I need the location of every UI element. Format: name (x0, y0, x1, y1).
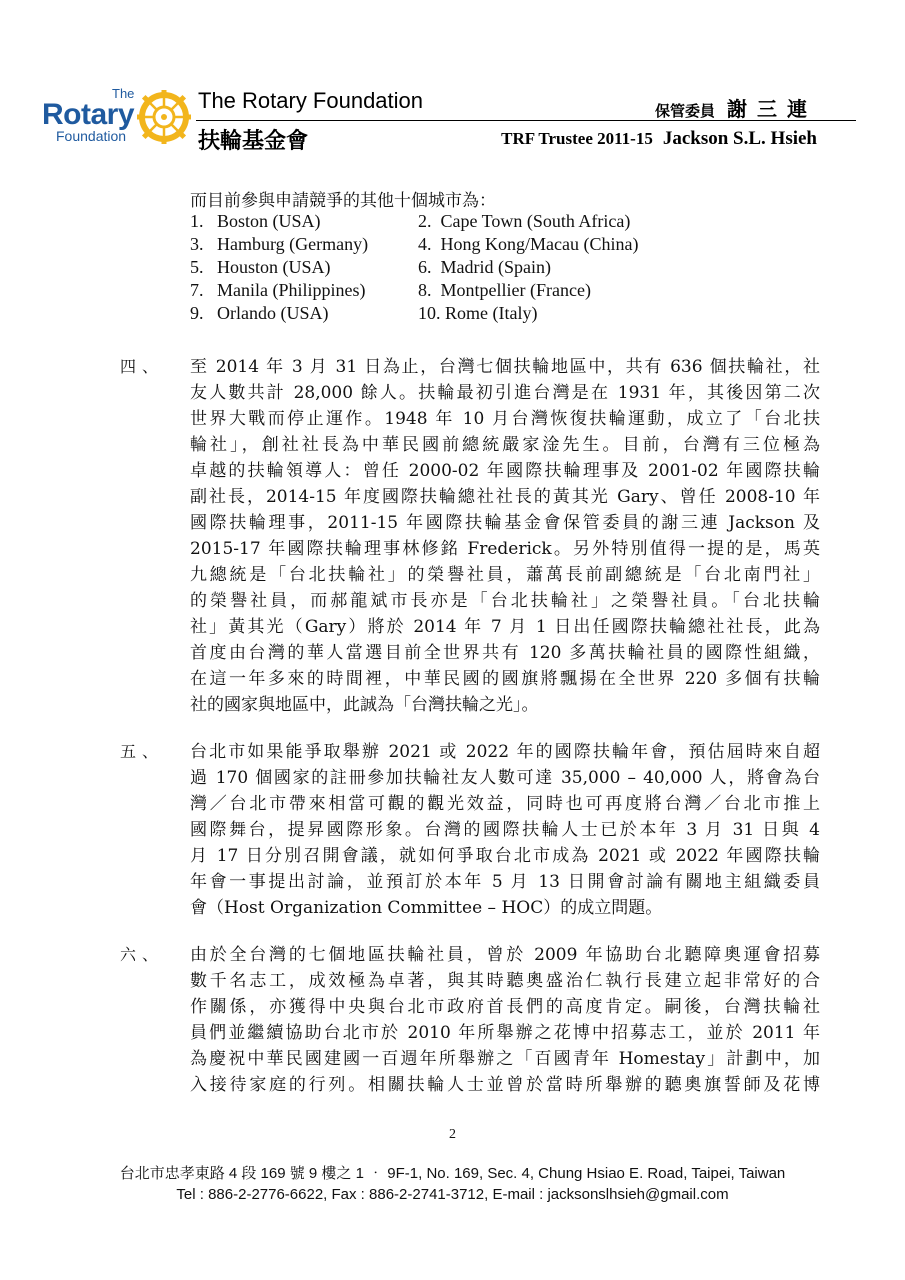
section-number: 五、 (120, 742, 165, 761)
cities-intro: 而目前參與申請競爭的其他十個城市為： (190, 191, 496, 211)
list-item: 2. Cape Town (South Africa) (418, 211, 631, 231)
letterhead (0, 0, 905, 160)
section-paragraph (190, 739, 820, 921)
trustee-name-zh: 謝三連 (727, 97, 817, 121)
paragraph-line: 社的國家與地區中，此誠為「台灣扶輪之光」。 (190, 695, 539, 715)
paragraph-line: 會（Host Organization Committee – HOC）的成立問題。 (190, 898, 663, 918)
logo-the-text: The (112, 86, 135, 101)
paragraph-line: 國際扶輪理事，2011-15 年國際扶輪基金會保管委員的謝三連 Jackson 及 (190, 513, 820, 533)
paragraph-line: 2015-17 年國際扶輪理事林修銘 Frederick。另外特別值得一提的是，馬英 (190, 539, 820, 559)
logo-rotary-text: Rotary (42, 98, 135, 131)
paragraph-line: 副社長，2014-15 年度國際扶輪總社社長的黃其光 Gary、曾任 2008-10 年 (190, 487, 820, 507)
org-name-zh: 扶輪基金會 (198, 128, 309, 154)
trustee-name-en: Jackson S.L. Hsieh (662, 128, 817, 149)
paragraph-line: 數千名志工，成效極為卓著，與其時聽奧盛治仁執行長建立起非常好的合 (190, 971, 820, 991)
list-item: 10. Rome (Italy) (418, 303, 538, 323)
paragraph-line: 友人數共計 28,000 餘人。扶輪最初引進台灣是在 1931 年，其後因第二次 (190, 383, 820, 403)
list-item: 6. Madrid (Spain) (418, 257, 551, 277)
paragraph-line: 的榮譽社員，而郝龍斌市長亦是「台北扶輪社」之榮譽社員。「台北扶輪 (190, 591, 820, 611)
paragraph-line: 灣／台北市帶來相當可觀的觀光效益，同時也可再度將台灣／台北市推上 (190, 794, 820, 814)
paragraph-line: 世界大戰而停止運作。1948 年 10 月台灣恢復扶輪運動，成立了「台北扶 (190, 409, 820, 429)
paragraph-line: 首度由台灣的華人當選目前全世界共有 120 多萬扶輪社員的國際性組織， (190, 643, 820, 663)
paragraph-line: 過 170 個國家的註冊參加扶輪社友人數可達 35,000 – 40,000 人，將會為台 (190, 768, 820, 788)
paragraph-line: 月 17 日分別召開會議，就如何爭取台北市成為 2021 或 2022 年國際扶輪 (190, 846, 820, 866)
list-item: 8. Montpellier (France) (418, 280, 591, 300)
org-name-en: The Rotary Foundation (198, 88, 424, 113)
trustee-title-en: TRF Trustee 2011-15 (501, 129, 653, 148)
logo-foundation-text: Foundation (56, 128, 127, 144)
page-number: 2 (449, 1127, 456, 1142)
paragraph-line: 輪社」，創社社長為中華民國前總統嚴家淦先生。目前，台灣有三位極為 (190, 435, 820, 455)
paragraph-line: 為慶祝中華民國建國一百週年所舉辦之「百國青年 Homestay」計劃中，加 (190, 1049, 820, 1069)
paragraph-line: 國際舞台，提昇國際形象。台灣的國際扶輪人士已於本年 3 月 31 日與 4 (190, 820, 820, 840)
list-item: 9. Orlando (USA) (190, 303, 329, 323)
footer-address: 台北市忠孝東路 4 段 169 號 9 樓之 1 ‧ 9F-1, No. 169, Sec. 4, Chung Hsiao E. Road, Taipei, Taiwan (119, 1165, 786, 1182)
section-number: 四、 (120, 357, 165, 376)
rotary-wheel-icon (137, 90, 191, 144)
section-number: 六、 (120, 945, 165, 964)
trustee-zh (655, 93, 817, 122)
trustee-en (501, 128, 817, 150)
trustee-role-zh: 保管委員 (654, 102, 715, 120)
list-item: 4. Hong Kong/Macau (China) (418, 234, 639, 254)
paragraph-line: 九總統是「台北扶輪社」的榮譽社員，蕭萬長前副總統是「台北南門社」 (190, 565, 820, 585)
paragraph-line: 卓越的扶輪領導人：曾任 2000-02 年國際扶輪理事及 2001-02 年國際扶輪 (190, 461, 820, 481)
rotary-foundation-logo (42, 86, 192, 148)
list-item: 7. Manila (Philippines) (190, 280, 366, 300)
paragraph-line: 作關係，亦獲得中央與台北市政府首長們的高度肯定。嗣後，台灣扶輪社 (190, 997, 820, 1017)
paragraph-line: 由於全台灣的七個地區扶輪社員，曾於 2009 年協助台北聽障奧運會招募 (190, 945, 820, 965)
list-item: 5. Houston (USA) (190, 257, 331, 277)
paragraph-line: 台北市如果能爭取舉辦 2021 或 2022 年的國際扶輪年會，預估屆時來自超 (190, 742, 820, 762)
list-item: 3. Hamburg (Germany) (190, 234, 369, 254)
paragraph-line: 年會一事提出討論，並預訂於本年 5 月 13 日開會討論有關地主組織委員 (190, 872, 820, 892)
paragraph-line: 在這一年多來的時間裡，中華民國的國旗將飄揚在全世界 220 多個有扶輪 (190, 669, 820, 689)
paragraph-line: 至 2014 年 3 月 31 日為止，台灣七個扶輪地區中，共有 636 個扶輪社，社 (190, 357, 820, 377)
section-paragraph (190, 354, 820, 718)
paragraph-line: 員們並繼續協助台北市於 2010 年所舉辦之花博中招募志工，並於 2011 年 (190, 1023, 820, 1043)
paragraph-line: 入接待家庭的行列。相關扶輪人士並曾於當時所舉辦的聽奧旗誓師及花博 (190, 1075, 820, 1095)
list-item: 1. Boston (USA) (190, 211, 321, 231)
footer-contact: Tel : 886-2-2776-6622, Fax : 886-2-2741-3712, E-mail : jacksonslhsieh@gmail.com (176, 1186, 729, 1203)
paragraph-line: 社」黃其光（Gary）將於 2014 年 7 月 1 日出任國際扶輪總社社長，此為 (190, 617, 820, 637)
section-paragraph (190, 942, 820, 1098)
